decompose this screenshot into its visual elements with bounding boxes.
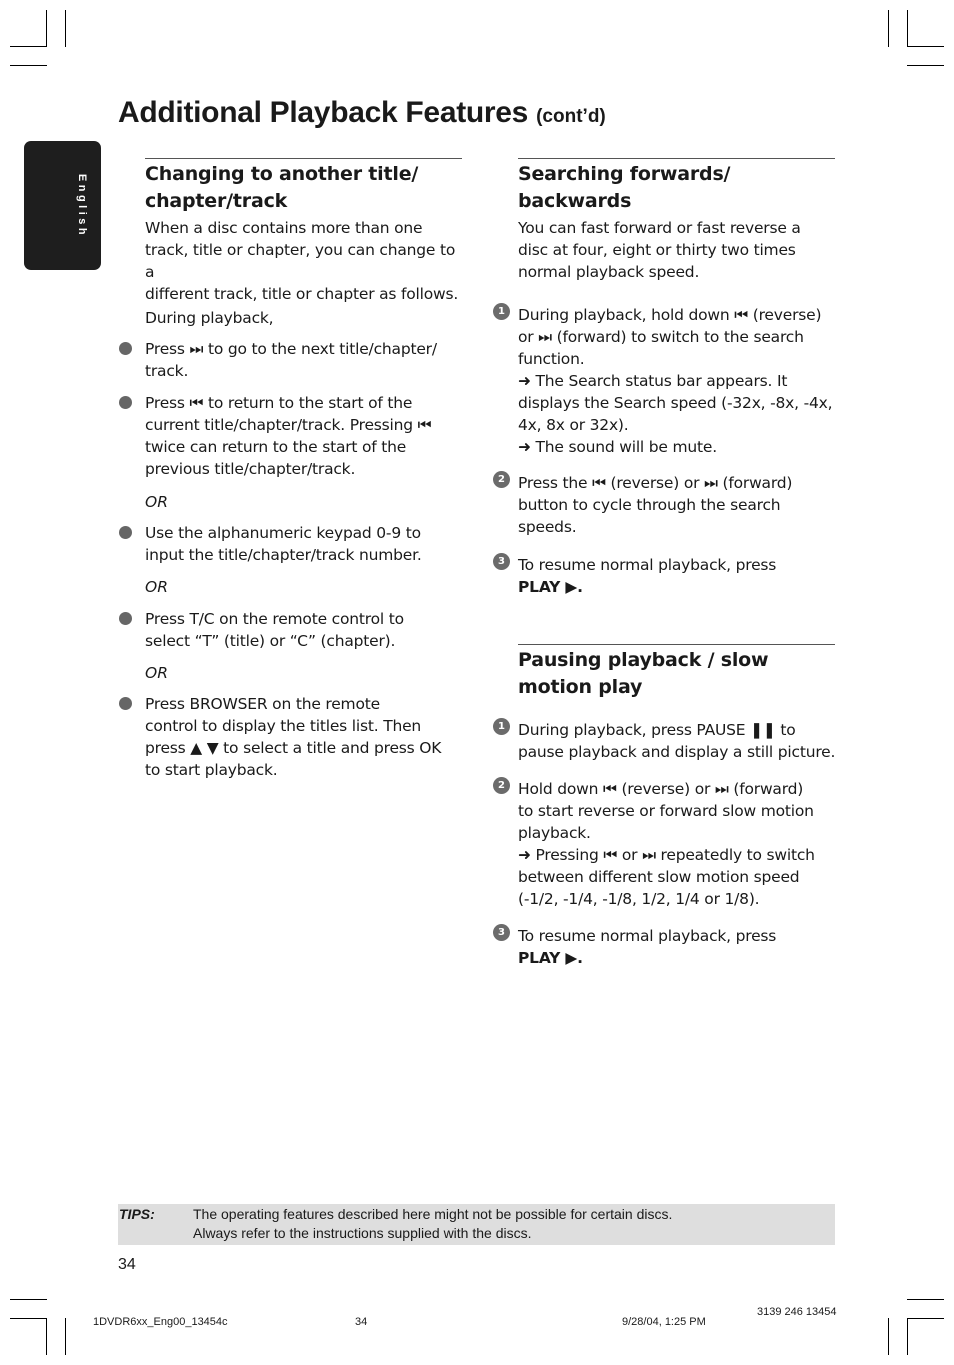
step-line: to start reverse or forward slow motion <box>518 802 814 820</box>
changing-section <box>145 158 462 305</box>
bullet-line: select “T” (title) or “C” (chapter). <box>145 632 396 650</box>
intro-line: track, title or chapter, you can change to a <box>145 241 456 281</box>
left-bullet-4 <box>145 608 404 652</box>
section-rule <box>518 158 835 159</box>
step-number-icon: 1 <box>493 718 510 735</box>
left-bullet-3 <box>145 522 422 566</box>
crop-mark <box>65 1318 66 1355</box>
bullet-icon <box>119 612 132 625</box>
footer-date: 9/28/04, 1:25 PM <box>622 1316 706 1328</box>
footer-code: 3139 246 13454 <box>757 1306 837 1318</box>
bullet-line: track. <box>145 362 189 380</box>
bullet-line: Press ⏭ to go to the next title/chapter/ <box>145 340 437 358</box>
step-line: Hold down ⏮ (reverse) or ⏭ (forward) <box>518 780 804 798</box>
step-line: playback. <box>518 824 591 842</box>
intro-line: When a disc contains more than one <box>145 219 423 237</box>
crop-mark <box>907 65 944 66</box>
pausing-section <box>518 644 835 701</box>
heading-line: Changing to another title/ <box>145 163 419 185</box>
tips-label: TIPS: <box>119 1206 155 1222</box>
step-line: (-1/2, -1/4, -1/8, 1/2, 1/4 or 1/8). <box>518 890 760 908</box>
step-line: During playback, hold down ⏮ (reverse) <box>518 306 822 324</box>
step-line: pause playback and display a still picture. <box>518 743 836 761</box>
heading-line: backwards <box>518 190 632 212</box>
step-line: During playback, press PAUSE ❚❚ to <box>518 721 796 739</box>
crop-mark <box>907 1299 944 1300</box>
step-line: PLAY ▶. <box>518 949 583 967</box>
bullet-line: Use the alphanumeric keypad 0-9 to <box>145 524 421 542</box>
heading-line: Pausing playback / slow <box>518 649 769 671</box>
language-tab <box>24 141 101 270</box>
step-number-icon: 3 <box>493 553 510 570</box>
crop-mark <box>46 10 47 47</box>
crop-mark <box>10 1299 47 1300</box>
heading-line: motion play <box>518 676 643 698</box>
step-number-icon: 3 <box>493 924 510 941</box>
crop-mark <box>888 1318 889 1355</box>
section-intro <box>145 217 462 305</box>
step-line: 4x, 8x or 32x). <box>518 416 629 434</box>
step-line: or ⏭ (forward) to switch to the search <box>518 328 804 346</box>
search-step-3 <box>518 554 776 598</box>
tips-line: The operating features described here might not be possible for certain discs. <box>193 1206 673 1222</box>
step-line: To resume normal playback, press <box>518 556 777 574</box>
step-line: between different slow motion speed <box>518 868 800 886</box>
heading-line: chapter/track <box>145 190 288 212</box>
searching-section <box>518 158 835 283</box>
search-step-1 <box>518 304 832 458</box>
bullet-line: Press BROWSER on the remote <box>145 695 380 713</box>
bullet-line: previous title/chapter/track. <box>145 460 356 478</box>
bullet-icon <box>119 697 132 710</box>
footer-page: 34 <box>355 1316 368 1328</box>
tips-line: Always refer to the instructions supplied with the discs. <box>193 1225 532 1241</box>
bullet-line: input the title/chapter/track number. <box>145 546 422 564</box>
step-number-icon: 1 <box>493 303 510 320</box>
footer-file: 1DVDR6xx_Eng00_13454c <box>93 1316 228 1328</box>
or-label: OR <box>145 664 168 682</box>
crop-mark <box>46 1318 47 1355</box>
during-playback-text: During playback, <box>145 309 274 327</box>
crop-mark <box>907 1318 908 1355</box>
step-line: button to cycle through the search <box>518 496 781 514</box>
left-bullet-5 <box>145 693 441 781</box>
step-line: Press the ⏮ (reverse) or ⏭ (forward) <box>518 474 793 492</box>
step-line: speeds. <box>518 518 577 536</box>
bullet-line: to start playback. <box>145 761 278 779</box>
crop-mark <box>907 46 944 47</box>
pause-step-2 <box>518 778 815 910</box>
search-step-2 <box>518 472 792 538</box>
heading-line: Searching forwards/ <box>518 163 731 185</box>
step-line: displays the Search speed (-32x, -8x, -4x, <box>518 394 833 412</box>
section-rule <box>518 644 835 645</box>
or-label: OR <box>145 493 168 511</box>
step-line: function. <box>518 350 585 368</box>
section-heading <box>518 647 835 701</box>
left-bullet-1 <box>145 338 437 382</box>
crop-mark <box>65 10 66 47</box>
section-intro <box>518 217 835 283</box>
page-number: 34 <box>118 1256 136 1273</box>
bullet-line: Press T/C on the remote control to <box>145 610 404 628</box>
bullet-line: press ▲ ▼ to select a title and press OK <box>145 739 442 757</box>
intro-line: different track, title or chapter as follows. <box>145 285 459 303</box>
crop-mark <box>907 1318 944 1319</box>
pause-step-1 <box>518 719 835 763</box>
step-line: To resume normal playback, press <box>518 927 777 945</box>
step-number-icon: 2 <box>493 777 510 794</box>
crop-mark <box>888 10 889 47</box>
step-line: ➜ The sound will be mute. <box>518 438 717 456</box>
bullet-icon <box>119 342 132 355</box>
bullet-icon <box>119 526 132 539</box>
crop-mark <box>907 10 908 47</box>
bullet-icon <box>119 396 132 409</box>
left-bullet-2 <box>145 392 431 480</box>
or-label: OR <box>145 578 168 596</box>
intro-line: normal playback speed. <box>518 263 700 281</box>
section-heading <box>145 161 462 215</box>
bullet-line: Press ⏮ to return to the start of the <box>145 394 413 412</box>
step-number-icon: 2 <box>493 471 510 488</box>
step-line: PLAY ▶. <box>518 578 583 596</box>
page-title-main: Additional Playback Features <box>118 96 529 129</box>
intro-line: disc at four, eight or thirty two times <box>518 241 796 259</box>
bullet-line: control to display the titles list. Then <box>145 717 422 735</box>
crop-mark <box>10 46 47 47</box>
page-title <box>118 96 606 130</box>
crop-mark <box>10 65 47 66</box>
step-line: ➜ Pressing ⏮ or ⏭ repeatedly to switch <box>518 846 815 864</box>
intro-line: You can fast forward or fast reverse a <box>518 219 801 237</box>
page-title-sub: (cont’d) <box>536 106 606 127</box>
step-line: ➜ The Search status bar appears. It <box>518 372 788 390</box>
language-tab-label: English <box>76 173 88 239</box>
bullet-line: twice can return to the start of the <box>145 438 407 456</box>
crop-mark <box>10 1318 47 1319</box>
pause-step-3 <box>518 925 776 969</box>
section-rule <box>145 158 462 159</box>
section-heading <box>518 161 835 215</box>
bullet-line: current title/chapter/track. Pressing ⏮ <box>145 416 432 434</box>
